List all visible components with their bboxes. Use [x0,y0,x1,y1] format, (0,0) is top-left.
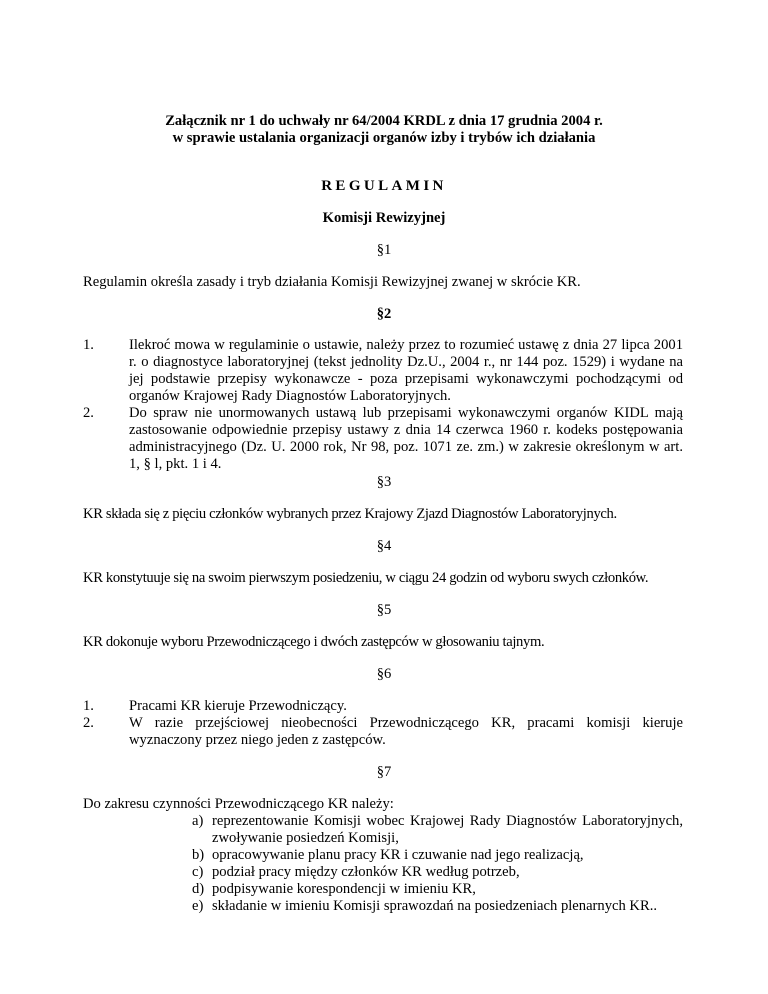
document-subtitle: Komisji Rewizyjnej [322,210,446,226]
list-item-number: 1. [83,698,94,714]
list-item [83,715,683,749]
list-item [192,881,683,898]
section-3-heading: §3 [376,474,392,490]
list-item [83,698,683,715]
section-4-text: KR konstytuuje się na swoim pierwszym posiedzeniu, w ciągu 24 godzin od wyboru swych członków. [83,570,649,586]
header-line-1: Załącznik nr 1 do uchwały nr 64/2004 KRDL z dnia 17 grudnia 2004 r. [165,113,603,129]
section-4-heading: §4 [376,538,392,554]
section-5-text: KR dokonuje wyboru Przewodniczącego i dwóch zastępców w głosowaniu tajnym. [83,634,545,650]
list-item-letter: d) [192,881,205,897]
list-item [192,898,683,915]
list-item-text: Pracami KR kieruje Przewodniczący. [129,698,347,714]
list-item-letter: e) [192,898,204,914]
list-item-text: składanie w imieniu Komisji sprawozdań na posiedzeniach plenarnych KR.. [212,898,657,914]
header-line-2: w sprawie ustalania organizacji organów izby i trybów ich działania [172,130,596,146]
list-item [83,337,683,405]
section-2-heading: §2 [376,306,392,322]
list-item-text: Ilekroć mowa w regulaminie o ustawie, należy przez to rozumieć ustawę z dnia 27 lipca 2001 r. o diagnostyce laboratoryjnej (tekst jednolity Dz.U., 2004 r., nr 144 poz. 1529) i wydane na jej podstawie przepisy wykonawcze - poza przepisami wykonawczymi pochodzącymi od organów Krajowej Rady Diagnostów Laboratoryjnych. [129,337,683,404]
section-6-heading: §6 [376,666,392,682]
list-item-number: 2. [83,715,94,731]
section-7-heading: §7 [376,764,392,780]
list-item [83,405,683,473]
list-item-text: opracowywanie planu pracy KR i czuwanie nad jego realizacją, [212,847,584,863]
section-1-text: Regulamin określa zasady i tryb działania Komisji Rewizyjnej zwanej w skrócie KR. [83,274,581,290]
list-item-letter: b) [192,847,205,863]
list-item-text: podpisywanie korespondencji w imieniu KR, [212,881,476,897]
section-7-list [192,813,683,915]
document-title: REGULAMIN [321,178,447,194]
section-7-intro: Do zakresu czynności Przewodniczącego KR należy: [83,796,394,812]
section-1-heading: §1 [376,242,392,258]
list-item [192,813,683,847]
list-item-number: 1. [83,337,94,353]
section-5-heading: §5 [376,602,392,618]
list-item-text: podział pracy między członków KR według potrzeb, [212,864,520,880]
list-item-text: Do spraw nie unormowanych ustawą lub przepisami wykonawczymi organów KIDL mają zastosowanie odpowiednie przepisy ustawy z dnia 14 czerwca 1960 r. kodeks postępowania administracyjnego (Dz. U. 2000 rok, Nr 98, poz. 1071 ze. zm.) w zakresie określonym w art. 1, § l, pkt. 1 i 4. [129,405,683,472]
list-item [192,864,683,881]
list-item-letter: a) [192,813,204,829]
list-item-text: reprezentowanie Komisji wobec Krajowej Rady Diagnostów Laboratoryjnych, zwoływanie posiedzeń Komisji, [212,813,683,846]
section-2-list [83,337,683,473]
section-6-list [83,698,683,749]
list-item [192,847,683,864]
list-item-number: 2. [83,405,94,421]
list-item-letter: c) [192,864,204,880]
section-3-text: KR składa się z pięciu członków wybranych przez Krajowy Zjazd Diagnostów Laboratoryjnych. [83,506,617,522]
list-item-text: W razie przejściowej nieobecności Przewodniczącego KR, pracami komisji kieruje wyznaczony przez niego jeden z zastępców. [129,715,683,748]
